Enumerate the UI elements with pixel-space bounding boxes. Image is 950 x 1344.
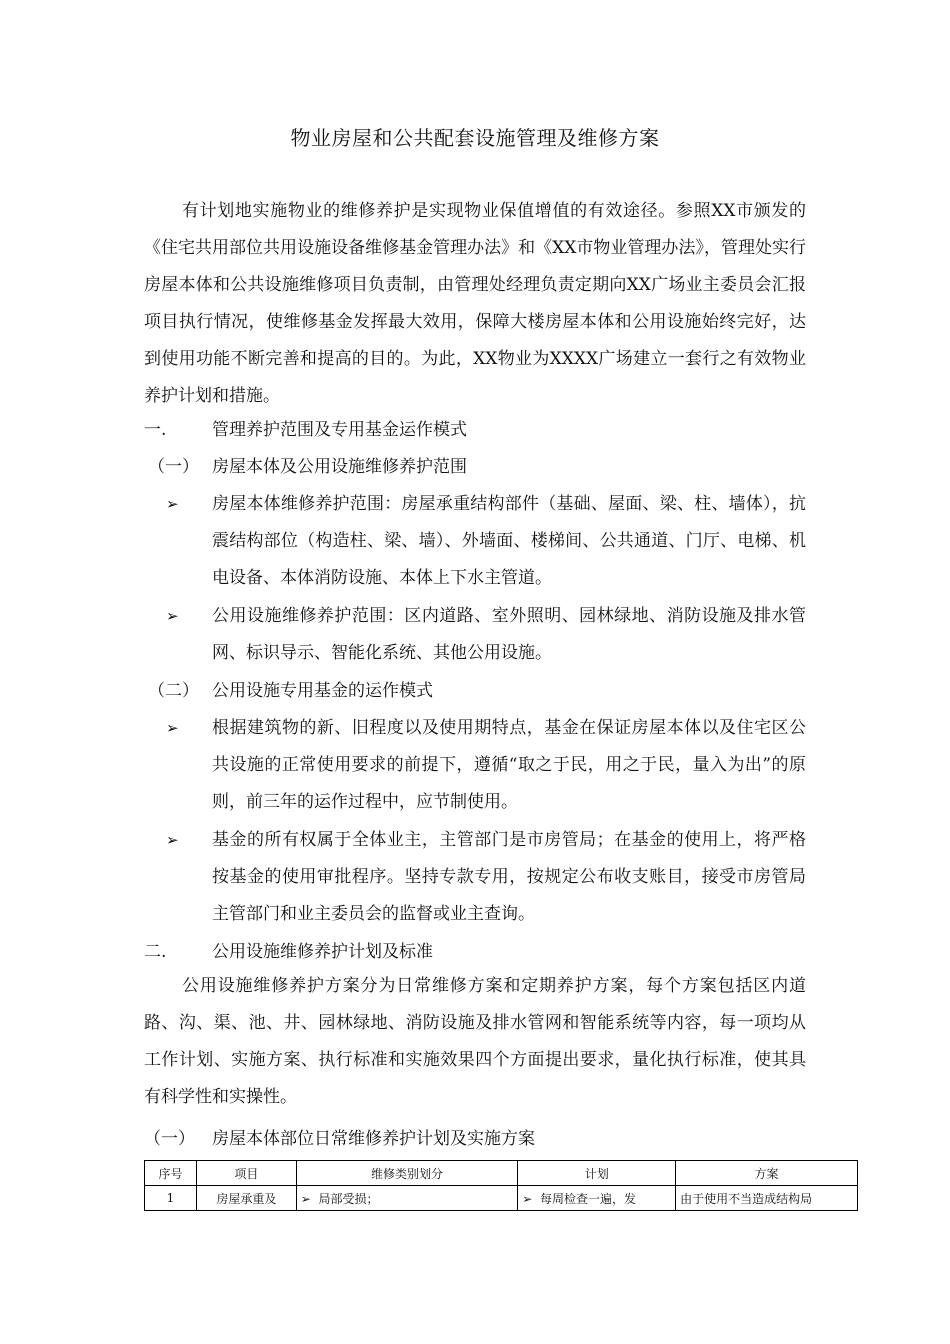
table-cell-no: 1 (145, 1186, 197, 1211)
arrow-bullet-icon: ➢ (166, 719, 179, 737)
section-2-title: 公用设施维修养护计划及标准 (212, 942, 433, 962)
bullet-text: 基金的所有权属于全体业主，主管部门是市房管局；在基金的使用上，将严格按基金的使用审批程序。坚持专款专用，按规定公布收支账目，接受市房管局主管部门和业主委员会的监督或业主查询。 (212, 830, 806, 924)
table-cell-scheme: 由于使用不当造成结构局 (676, 1186, 858, 1211)
page-title: 物业房屋和公共配套设施管理及维修方案 (290, 126, 660, 150)
table-header-row (145, 1161, 858, 1186)
table-cell-category (296, 1186, 517, 1211)
bullet-item (144, 822, 806, 933)
section-1-title: 管理养护范围及专用基金运作模式 (212, 420, 467, 440)
bullet-text: 房屋本体维修养护范围：房屋承重结构部件（基础、屋面、梁、柱、墙体），抗震结构部位（构造柱、梁、墙）、外墙面、楼梯间、公共通道、门厅、电梯、机电设备、本体消防设施、本体上下水主管道。 (212, 494, 806, 588)
maintenance-plan-table (144, 1160, 858, 1211)
subsection-1-1-title: 房屋本体及公用设施维修养护范围 (212, 457, 467, 477)
arrow-bullet-icon: ➢ (166, 495, 179, 513)
section-1-number: 一. (144, 420, 167, 440)
bullet-item (144, 710, 806, 821)
subsection-1-1-number: （一） (148, 457, 199, 477)
arrow-bullet-icon: ➢ (166, 831, 179, 849)
table-header-cell: 维修类别划分 (296, 1161, 517, 1186)
table-header-cell: 方案 (676, 1161, 858, 1186)
cell-text: 每周检查一遍，发 (539, 1191, 636, 1206)
table-header-cell: 项目 (196, 1161, 296, 1186)
table-cell-plan (518, 1186, 676, 1211)
bullet-item (144, 598, 806, 672)
section-2-number: 二. (144, 942, 167, 962)
table-row (145, 1186, 858, 1211)
bullet-item (144, 486, 806, 597)
table-cell-item: 房屋承重及 (196, 1186, 296, 1211)
subsection-2-1-title: 房屋本体部位日常维修养护计划及实施方案 (212, 1129, 535, 1149)
bullet-text: 根据建筑物的新、旧程度以及使用期特点，基金在保证房屋本体以及住宅区公共设施的正常使用要求的前提下，遵循“取之于民，用之于民，量入为出”的原则，前三年的运作过程中，应节制使用。 (212, 718, 806, 812)
intro-paragraph: 有计划地实施物业的维修养护是实现物业保值增值的有效途径。参照XX市颁发的《住宅共用部位共用设施设备维修基金管理办法》和《XX市物业管理办法》，管理处实行房屋本体和公共设施维修项目负责制，由管理处经理负责定期向XX广场业主委员会汇报项目执行情况，使维修基金发挥最大效用，保障大楼房屋本体和公用设施始终完好，达到使用功能不断完善和提高的目的。为此，XX物业为XXXX广场建立一套行之有效物业养护计划和措施。 (144, 201, 806, 406)
arrow-bullet-icon: ➢ (166, 607, 179, 625)
subsection-1-2-number: （二） (148, 681, 199, 701)
arrow-bullet-icon: ➢ (522, 1191, 533, 1206)
arrow-bullet-icon: ➢ (300, 1191, 311, 1206)
subsection-2-1-number: （一） (144, 1129, 195, 1149)
table-header-cell: 序号 (145, 1161, 197, 1186)
bullet-text: 公用设施维修养护范围：区内道路、室外照明、园林绿地、消防设施及排水管网、标识导示、智能化系统、其他公用设施。 (212, 606, 806, 663)
subsection-1-2-title: 公用设施专用基金的运作模式 (212, 681, 433, 701)
section-2-paragraph: 公用设施维修养护方案分为日常维修方案和定期养护方案，每个方案包括区内道路、沟、渠、池、井、园林绿地、消防设施及排水管网和智能系统等内容，每一项均从工作计划、实施方案、执行标准和实施效果四个方面提出要求，量化执行标准，使其具有科学性和实操性。 (144, 976, 806, 1107)
table-header-cell: 计划 (518, 1161, 676, 1186)
cell-text: 局部受损； (318, 1191, 379, 1206)
